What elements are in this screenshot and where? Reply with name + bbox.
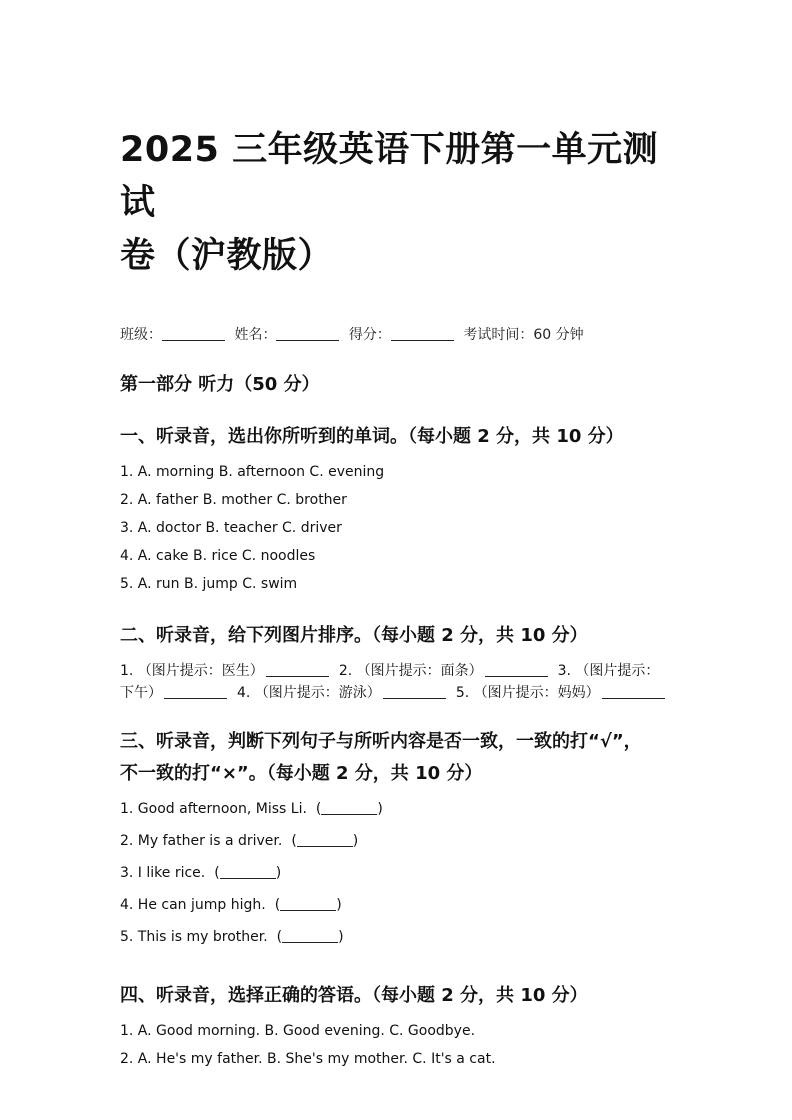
section-2-title: 二、听录音，给下列图片排序。（每小题 2 分，共 10 分）: [120, 625, 588, 646]
paren-open: (: [276, 929, 283, 945]
section-4-title: 四、听录音，选择正确的答语。（每小题 2 分，共 10 分）: [120, 985, 588, 1006]
section-4-items: [120, 1021, 680, 1077]
judge-sentence: 2. My father is a driver.: [120, 833, 283, 849]
list-item: 1. A. morning B. afternoon C. evening: [120, 464, 385, 480]
picture-item-3-end: 下午）: [120, 685, 162, 701]
picture-item-5: 5. （图片提示：妈妈）: [455, 685, 600, 701]
judge-item: [120, 831, 680, 863]
answer-blank[interactable]: [321, 800, 377, 815]
name-label: 姓名：: [234, 327, 277, 343]
section-3-title: [120, 726, 680, 790]
list-item: 2. A. father B. mother C. brother: [120, 492, 347, 508]
list-item: 5. A. run B. jump C. swim: [120, 576, 298, 592]
section-3-title-line-1: 三、听录音，判断下列句子与所听内容是否一致，一致的打“√”，: [120, 731, 642, 752]
answer-blank[interactable]: [297, 832, 353, 847]
answer-paren: [277, 927, 344, 947]
judge-item: [120, 799, 680, 831]
paren-open: (: [291, 833, 297, 849]
paren-close: ): [336, 897, 342, 913]
judge-sentence: 4. He can jump high.: [120, 897, 266, 913]
paren-close: ): [352, 833, 359, 849]
answer-blank[interactable]: [282, 928, 338, 943]
time-label: 考试时间：60 分钟: [463, 327, 584, 343]
picture-item-2: 2. （图片提示：面条）: [338, 663, 483, 679]
section-3-title-line-2: 不一致的打“×”。（每小题 2 分，共 10 分）: [120, 763, 483, 784]
section-1-title: 一、听录音，选出你所听到的单词。（每小题 2 分，共 10 分）: [120, 426, 624, 447]
answer-blank[interactable]: [485, 662, 548, 677]
section-1-items: [120, 462, 680, 602]
title-line-2: 卷（沪教版）: [120, 236, 334, 276]
name-blank[interactable]: [276, 326, 339, 341]
answer-blank[interactable]: [383, 684, 446, 699]
document-content: [120, 124, 680, 1077]
class-blank[interactable]: [162, 326, 225, 341]
picture-item-3-start: 3. （图片提示：: [557, 663, 660, 679]
picture-item-4: 4. （图片提示：游泳）: [237, 685, 381, 701]
section-3-items: [120, 799, 680, 959]
answer-blank[interactable]: [164, 684, 227, 699]
section-2-items: [120, 660, 680, 704]
score-label: 得分：: [348, 327, 391, 343]
answer-paren: [275, 895, 342, 915]
paren-open: (: [274, 897, 281, 913]
list-item: 2. A. He's my father. B. She's my mother. C. It's a cat.: [120, 1051, 496, 1067]
paren-close: ): [338, 929, 344, 945]
paren-open: (: [315, 801, 322, 817]
answer-blank[interactable]: [220, 864, 276, 879]
paren-close: ): [377, 801, 383, 817]
list-item: 4. A. cake B. rice C. noodles: [120, 548, 316, 564]
title-line-1: 2025 三年级英语下册第一单元测试: [120, 130, 659, 223]
answer-paren: [291, 831, 358, 851]
list-item: 1. A. Good morning. B. Good evening. C. Goodbye.: [120, 1023, 476, 1039]
judge-sentence: 5. This is my brother.: [120, 929, 268, 945]
judge-item: [120, 895, 680, 927]
judge-item: [120, 863, 680, 895]
answer-blank[interactable]: [280, 896, 336, 911]
picture-item-1: 1. （图片提示：医生）: [120, 663, 264, 679]
answer-paren: [214, 863, 281, 883]
answer-paren: [316, 799, 383, 819]
judge-item: [120, 927, 680, 959]
answer-blank[interactable]: [602, 684, 665, 699]
document-title: [120, 124, 680, 283]
picture-line-1: [120, 660, 680, 682]
paren-open: (: [214, 865, 220, 881]
judge-sentence: 3. I like rice.: [120, 865, 206, 881]
list-item: 3. A. doctor B. teacher C. driver: [120, 520, 342, 536]
paren-close: ): [275, 865, 282, 881]
score-blank[interactable]: [391, 326, 454, 341]
answer-blank[interactable]: [266, 662, 329, 677]
part-1-title: 第一部分 听力（50 分）: [120, 374, 320, 395]
class-label: 班级：: [120, 327, 162, 343]
header-fields: [120, 325, 680, 345]
judge-sentence: 1. Good afternoon, Miss Li.: [120, 801, 307, 817]
picture-line-2: [120, 682, 680, 704]
